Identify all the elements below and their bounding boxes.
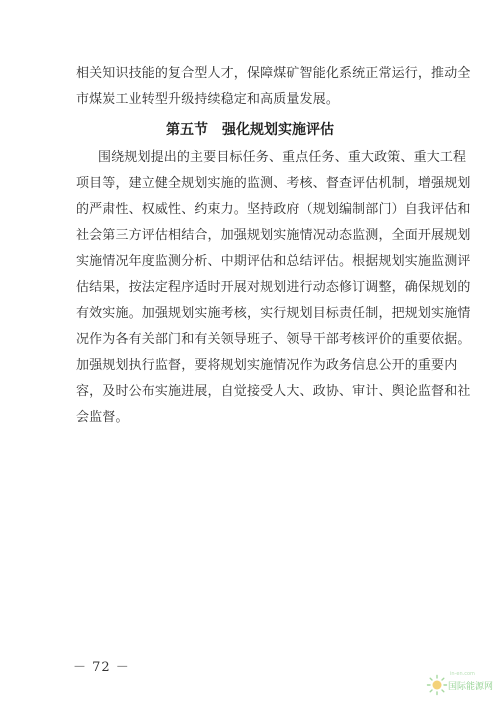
paragraph-line: 有效实施。加强规划实施考核，实行规划目标责任制，把规划实施情 — [76, 306, 471, 321]
sun-logo-icon — [426, 674, 448, 696]
paragraph-line: 的严肃性、权威性、约束力。坚持政府（规划编制部门）自我评估和 — [76, 202, 471, 217]
paragraph-line: 况作为各有关部门和有关领导班子、领导干部考核评价的重要依据。 — [76, 332, 471, 347]
paragraph-line: 加强规划执行监督，要将规划实施情况作为政务信息公开的重要内 — [76, 358, 458, 373]
watermark-domain: in-en.com — [450, 671, 475, 677]
paragraph-line: 市煤炭工业转型升级持续稳定和高质量发展。 — [76, 92, 340, 107]
watermark-text: 国际能源网 — [448, 682, 494, 692]
section-heading — [0, 119, 500, 139]
paragraph-line: 实施情况年度监测分析、中期评估和总结评估。根据规划实施监测评 — [76, 254, 471, 269]
paragraph-line: 社会第三方评估相结合，加强规划实施情况动态监测，全面开展规划 — [76, 228, 471, 243]
section-number: 第五节 — [166, 122, 208, 138]
paragraph-line: 围绕规划提出的主要目标任务、重点任务、重大政策、重大工程 — [98, 150, 467, 165]
page-number: － 72 － — [73, 660, 130, 675]
watermark-logo — [426, 671, 494, 699]
paragraph-line: 容，及时公布实施进展，自觉接受人大、政协、审计、舆论监督和社 — [76, 384, 471, 399]
section-title: 强化规划实施评估 — [222, 122, 334, 138]
paragraph-line: 相关知识技能的复合型人才，保障煤矿智能化系统正常运行，推动全 — [76, 66, 471, 81]
paragraph-line: 估结果，按法定程序适时开展对规划进行动态修订调整，确保规划的 — [76, 280, 471, 295]
paragraph-line: 项目等，建立健全规划实施的监测、考核、督查评估机制，增强规划 — [76, 176, 471, 191]
paragraph-line: 会监督。 — [76, 410, 129, 425]
